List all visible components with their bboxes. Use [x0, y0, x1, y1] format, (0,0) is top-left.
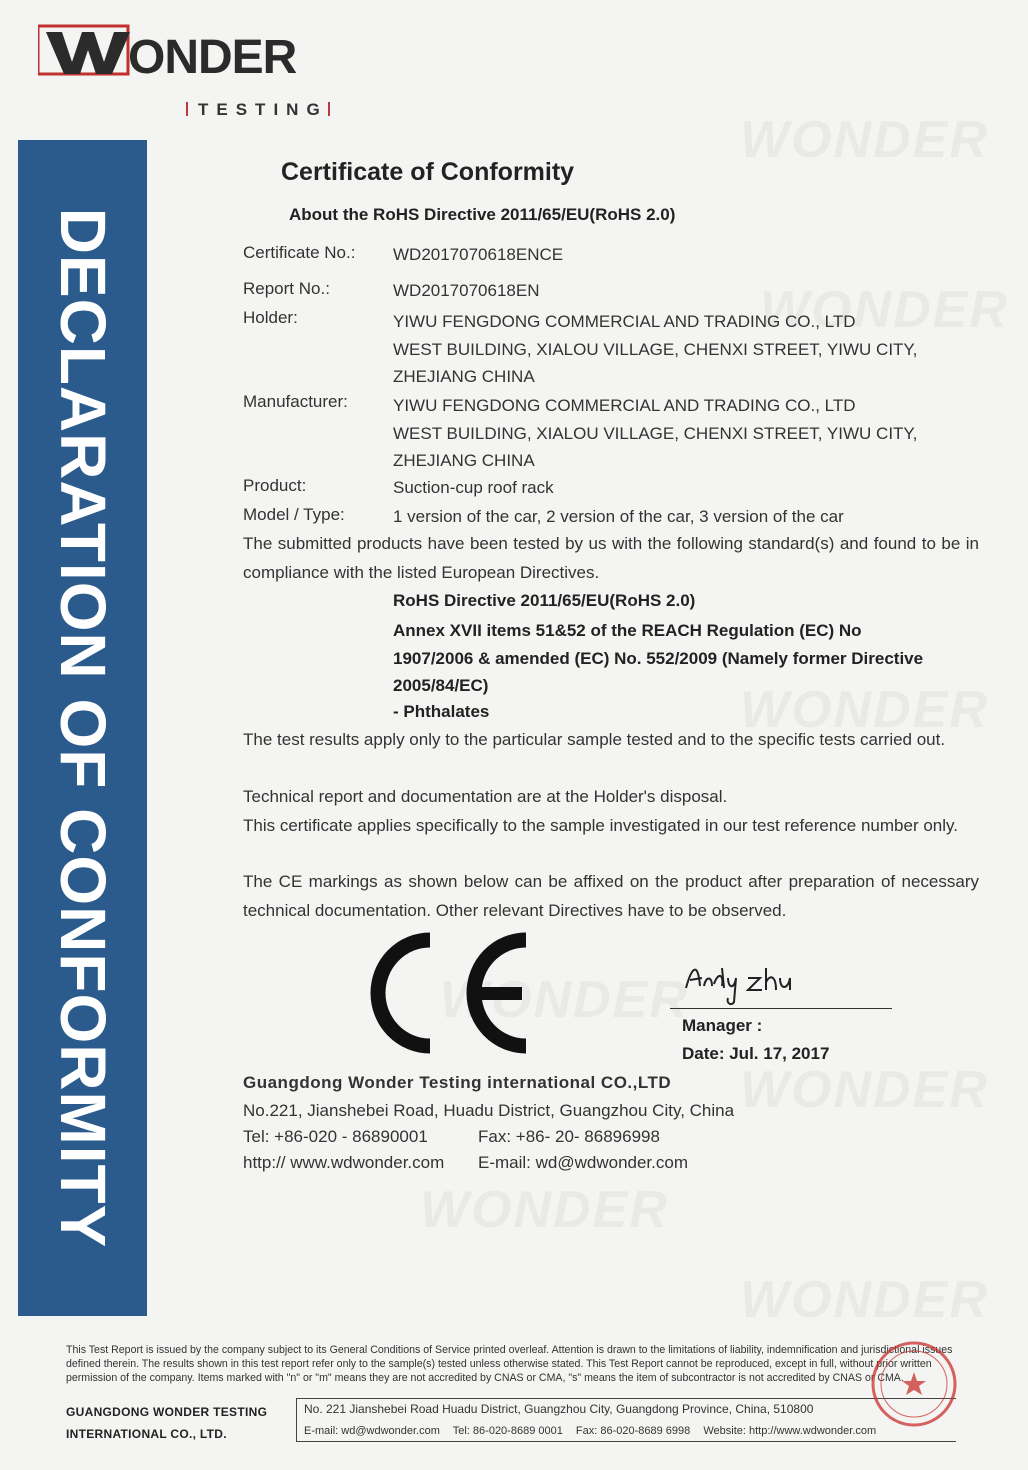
- certificate-no-label: Certificate No.:: [243, 243, 356, 262]
- signature-line: [670, 1008, 892, 1009]
- footer-fax: Fax: 86-020-8689 6998: [575, 1425, 691, 1437]
- footer-contacts: [304, 1425, 886, 1437]
- sample-paragraph: This certificate applies specifically to the sample investigated in our test reference number only.: [243, 816, 958, 835]
- footer-rule: [296, 1441, 956, 1442]
- holder-line: WEST BUILDING, XIALOU VILLAGE, CHENXI STREET, YIWU CITY,: [393, 340, 918, 359]
- issuer-address: No.221, Jianshebei Road, Huadu District, Guangzhou City, China: [243, 1101, 735, 1120]
- issuer-company-name: Guangdong Wonder Testing international CO.,LTD: [243, 1073, 672, 1092]
- product-value: Suction-cup roof rack: [393, 478, 554, 497]
- footer-address: No. 221 Jianshebei Road Huadu District, Guangzhou City, Guangdong Province, China, 510800: [304, 1402, 814, 1416]
- standard-phthalates: - Phthalates: [393, 702, 490, 721]
- manufacturer-line: YIWU FENGDONG COMMERCIAL AND TRADING CO., LTD: [393, 396, 856, 415]
- standard-rohs: RoHS Directive 2011/65/EU(RoHS 2.0): [393, 591, 696, 610]
- footer-company-line: INTERNATIONAL CO., LTD.: [66, 1427, 227, 1441]
- watermark: [740, 1060, 989, 1120]
- footer-divider: [296, 1398, 297, 1442]
- certificate-title: Certificate of Conformity: [281, 158, 575, 186]
- manufacturer-line: ZHEJIANG CHINA: [393, 451, 535, 470]
- standard-reach-line: Annex XVII items 51&52 of the REACH Regulation (EC) No: [393, 621, 862, 640]
- wonder-testing-logo: [38, 22, 358, 119]
- issue-date: Date: Jul. 17, 2017: [682, 1044, 830, 1063]
- declaration-banner: [18, 140, 147, 1316]
- report-no-label: Report No.:: [243, 279, 330, 298]
- footer-rule: [296, 1398, 956, 1399]
- issuer-email: E-mail: wd@wdwonder.com: [478, 1153, 688, 1172]
- holder-line: YIWU FENGDONG COMMERCIAL AND TRADING CO., LTD: [393, 312, 856, 331]
- footer-email: E-mail: wd@wdwonder.com: [304, 1425, 440, 1437]
- logo-word: ONDER: [128, 31, 297, 84]
- footer-company-line: GUANGDONG WONDER TESTING: [66, 1405, 268, 1419]
- standard-reach-line: 2005/84/EC): [393, 676, 489, 695]
- test-results-paragraph: The test results apply only to the particular sample tested and to the specific tests carried out.: [243, 730, 946, 749]
- product-label: Product:: [243, 476, 307, 495]
- watermark: [740, 110, 989, 170]
- ce-mark-icon: [368, 932, 533, 1054]
- certificate-no-value: WD2017070618ENCE: [393, 245, 564, 264]
- watermark: [740, 1270, 989, 1330]
- manufacturer-label: Manufacturer:: [243, 392, 348, 411]
- watermark: [420, 1180, 669, 1240]
- certificate-subtitle: About the RoHS Directive 2011/65/EU(RoHS 2.0): [289, 205, 676, 224]
- logo-w-mark-icon: [38, 22, 138, 82]
- manufacturer-line: WEST BUILDING, XIALOU VILLAGE, CHENXI STREET, YIWU CITY,: [393, 424, 918, 443]
- manager-label: Manager :: [682, 1016, 763, 1035]
- report-no-value: WD2017070618EN: [393, 281, 540, 300]
- model-label: Model / Type:: [243, 505, 345, 524]
- issuer-website: http:// www.wdwonder.com: [243, 1153, 445, 1172]
- model-value: 1 version of the car, 2 version of the car, 3 version of the car: [393, 507, 844, 526]
- standard-reach-line: 1907/2006 & amended (EC) No. 552/2009 (Namely former Directive: [393, 649, 924, 668]
- technical-report-paragraph: Technical report and documentation are at the Holder's disposal.: [243, 787, 728, 806]
- signature-andy-zhu: [684, 958, 804, 1006]
- holder-label: Holder:: [243, 308, 298, 327]
- company-seal-stamp-icon: [870, 1340, 958, 1428]
- holder-line: ZHEJIANG CHINA: [393, 367, 535, 386]
- issuer-fax: Fax: +86- 20- 86896998: [478, 1127, 660, 1146]
- logo-subtitle: TESTING: [186, 100, 330, 120]
- ce-marking-paragraph: The CE markings as shown below can be affixed on the product after preparation of necessary technical documentation. Other relevant Directives have to be observed.: [243, 872, 979, 920]
- intro-paragraph: The submitted products have been tested by us with the following standard(s) and found to be in compliance with the listed European Directives.: [243, 534, 979, 582]
- banner-text: DECLARATION OF CONFORMITY: [46, 207, 119, 1249]
- footer-tel: Tel: 86-020-8689 0001: [452, 1425, 563, 1437]
- issuer-tel: Tel: +86-020 - 86890001: [243, 1127, 428, 1146]
- footer-fine-print: This Test Report is issued by the company subject to its General Conditions of Service printed overleaf. Attention is drawn to the limitations of liability, indemnification and jurisdictional issues defined therein. The results shown in this test report refer only to the sample(s) tested unless otherwise stated. This Test Report cannot be reproduced, except in full, without prior written permission of the company. Items marked with "n" or "m" means they are not accredited by CNAS or CMA, "s" means the item of subcontractor is not accredited by CNAS or CMA.: [66, 1344, 953, 1384]
- footer-website: Website: http://www.wdwonder.com: [703, 1425, 877, 1437]
